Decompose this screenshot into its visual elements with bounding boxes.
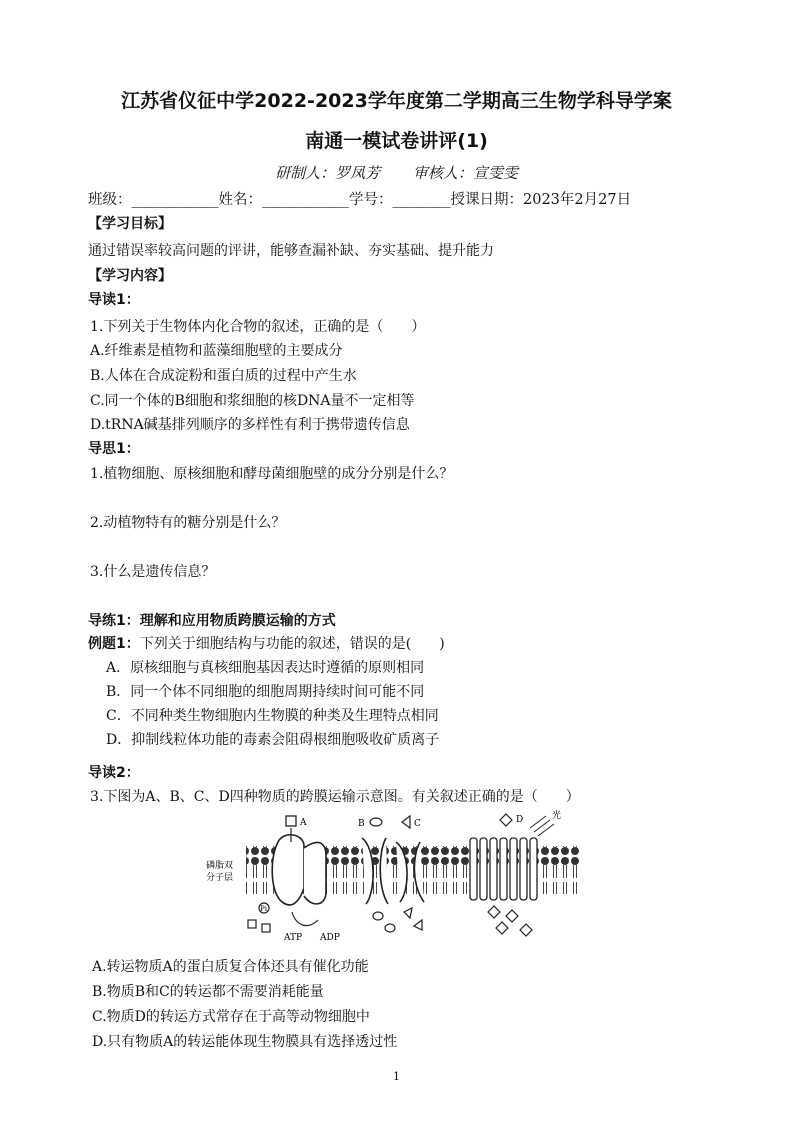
author: 研制人：罗凤芳	[275, 164, 381, 182]
question-1: 1.下列关于生物体内化合物的叙述，正确的是（ ）	[90, 319, 426, 335]
d-inside-4	[520, 924, 532, 936]
student-info-line: 班级：____________姓名：____________学号：________授课日期：2023年2月27日	[88, 192, 632, 208]
ex-option-c: C．不同种类生物细胞内生物膜的种类及生理特点相同	[106, 708, 439, 724]
q3-option-d: D.只有物质A的转运能体现生物膜具有选择透过性	[92, 1034, 398, 1050]
ex-option-b: B．同一个体不同细胞的细胞周期持续时间可能不同	[106, 684, 425, 700]
atp-arrow	[292, 912, 318, 926]
ex-option-d: D．抑制线粒体功能的毒素会阻碍根细胞吸收矿质离子	[106, 732, 440, 748]
transport-protein-a2	[304, 842, 326, 903]
label-atp: ATP	[284, 933, 303, 943]
example-1	[88, 633, 445, 653]
label-light: 光	[552, 811, 562, 821]
reviewer: 审核人：宣雯雯	[412, 164, 518, 182]
c-inside-2	[414, 920, 422, 930]
bilayer-label-line1: 磷脂双	[206, 861, 234, 871]
section4-heading: 导读2：	[88, 765, 140, 781]
a-square-1	[248, 920, 256, 928]
light-ray-1	[530, 816, 546, 828]
think-question-3: 3.什么是遗传信息？	[90, 564, 216, 580]
document-title: 江苏省仪征中学2022-2023学年度第二学期高三生物学科导学案	[121, 90, 672, 112]
label-a: A	[300, 818, 307, 828]
label-d: D	[516, 815, 524, 825]
example-label: 例题1：	[88, 636, 140, 652]
think-question-1: 1.植物细胞、原核细胞和酵母菌细胞壁的成分分别是什么？	[90, 466, 454, 482]
b-inside-1	[373, 912, 383, 920]
q3-option-c: C.物质D的转运方式常存在于高等动物细胞中	[92, 1009, 370, 1025]
label-adp: ADP	[320, 933, 340, 943]
substance-b	[370, 818, 382, 826]
d-inside-3	[496, 922, 508, 934]
label-pi: Pi	[260, 905, 267, 913]
q1-option-a: A.纤维素是植物和蓝藻细胞壁的主要成分	[90, 343, 343, 359]
q3-option-b: B.物质B和C的转运都不需要消耗能量	[92, 984, 324, 1000]
b-inside-2	[385, 924, 395, 932]
substance-a-square	[286, 816, 296, 826]
section3-heading: 导练1：理解和应用物质跨膜运输的方式	[88, 613, 336, 629]
membrane-transport-figure	[200, 808, 580, 950]
d-inside-2	[506, 910, 518, 922]
label-b: B	[358, 819, 365, 829]
section2-heading: 导思1：	[88, 441, 140, 457]
transport-protein-a	[272, 835, 304, 905]
bilayer-label-line2: 分子层	[206, 873, 234, 883]
ex-option-a: A．原核细胞与真核细胞基因表达时遵循的原则相同	[106, 660, 425, 676]
content-heading: 【学习内容】	[88, 268, 172, 284]
a-square-2	[262, 924, 270, 932]
c-inside-1	[404, 908, 412, 918]
q1-option-b: B.人体在合成淀粉和蛋白质的过程中产生水	[90, 368, 357, 384]
example-question: 下列关于细胞结构与功能的叙述，错误的是( )	[139, 636, 445, 652]
goal-text: 通过错误率较高问题的评讲，能够查漏补缺、夯实基础、提升能力	[88, 243, 494, 259]
section1-heading: 导读1：	[88, 292, 140, 308]
label-c: C	[414, 819, 421, 829]
substance-c	[402, 816, 410, 828]
light-ray-3	[538, 824, 554, 836]
q1-option-d: D.tRNA碱基排列顺序的多样性有利于携带遗传信息	[90, 417, 410, 433]
think-question-2: 2.动植物特有的糖分别是什么？	[90, 515, 286, 531]
document-subtitle: 南通一模试卷讲评(1)	[305, 130, 488, 152]
q1-option-c: C.同一个体的B细胞和浆细胞的核DNA量不一定相等	[90, 393, 415, 409]
transport-protein-d	[470, 838, 537, 900]
d-inside-1	[488, 906, 500, 918]
q3-option-a: A.转运物质A的蛋白质复合体还具有催化功能	[92, 959, 369, 975]
light-ray-2	[534, 820, 550, 832]
substance-d	[500, 814, 512, 826]
authors-line	[0, 162, 793, 183]
question-3: 3.下图为A、B、C、D四种物质的跨膜运输示意图。有关叙述正确的是（ ）	[90, 789, 580, 805]
goal-heading: 【学习目标】	[88, 216, 172, 232]
page-number: 1	[393, 1070, 400, 1083]
